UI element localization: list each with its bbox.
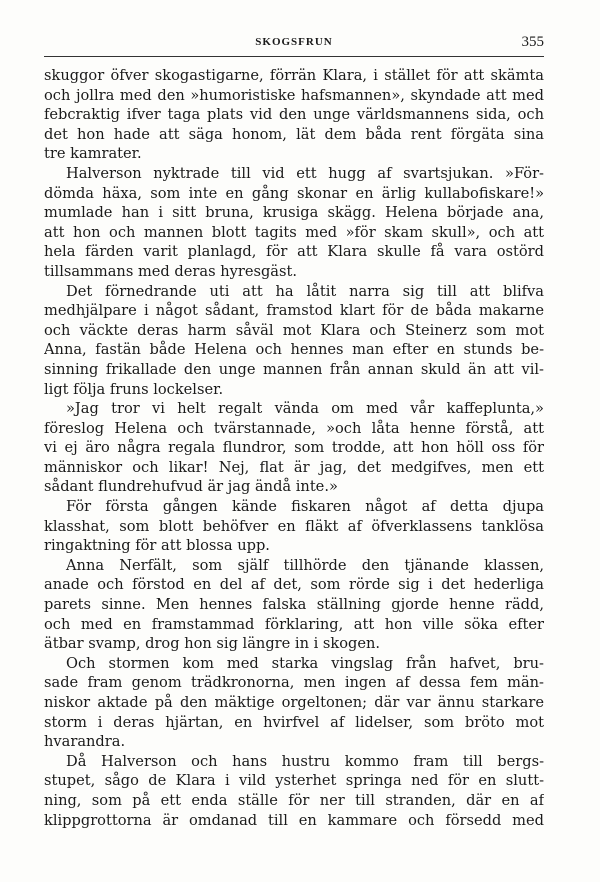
text-line: »Jag tror vi helt regalt vända om med vår kaffeplunta,» — [66, 400, 544, 418]
text-line: mumlade han i sitt bruna, krusiga skägg. Helena började ana, — [44, 204, 544, 222]
text-line: och väckte deras harm såväl mot Klara och Steinerz som mot — [44, 321, 544, 339]
text-line: stupet, sågo de Klara i vild ysterhet springa ned för en slutt- — [44, 772, 544, 790]
text-line: klasshat, som blott behöfver en fläkt af öfverklassens tanklösa — [44, 517, 544, 535]
text-line: tre kamrater. — [44, 145, 142, 163]
text-line: sinning frikallade den unge mannen från annan skuld än att vil- — [44, 360, 544, 378]
text-line: Anna Nerfält, som själf tillhörde den tjänande klassen, — [66, 556, 544, 574]
header-rule — [44, 56, 544, 57]
text-line: febcraktig ifver taga plats vid den unge världsmannens sida, och — [44, 106, 544, 124]
text-line: anade och förstod en del af det, som rörde sig i det hederliga — [44, 576, 544, 594]
running-title: SKOGSFRUN — [255, 36, 333, 48]
text-line: skuggor öfver skogastigarne, förrän Klara, i stället för att skämta — [44, 67, 544, 84]
text-line: Det förnedrande uti att ha låtit narra sig till att blifva — [66, 282, 544, 300]
text-line: parets sinne. Men hennes falska ställning gjorde henne rädd, — [44, 596, 544, 614]
text-line: Och stormen kom med starka vingslag från hafvet, bru- — [66, 654, 544, 672]
text-line: föreslog Helena och tvärstannade, »och låta henne förstå, att — [44, 419, 544, 437]
text-line: ning, som på ett enda ställe för ner till stranden, där en af — [44, 791, 544, 809]
text-line: människor och likar! Nej, flat är jag, det medgifves, men ett — [44, 458, 544, 476]
text-line: vi ej äro några regala flundror, som trodde, att hon höll oss för — [44, 439, 544, 457]
text-line: Halverson nyktrade till vid ett hugg af svartsjukan. »För- — [66, 164, 544, 182]
text-line: och med en framstammad förklaring, att hon ville söka efter — [44, 615, 544, 633]
text-line: och jollra med den »humoristiske hafsmannen», skyndade att med — [44, 86, 544, 104]
text-line: ringaktning för att blossa upp. — [44, 537, 270, 555]
text-line: det hon hade att säga honom, lät dem båda rent förgäta sina — [44, 125, 544, 143]
page-number: 355 — [521, 34, 544, 50]
text-line: Då Halverson och hans hustru kommo fram till bergs- — [66, 752, 544, 770]
text-line: att hon och mannen blott tagits med »för skam skull», och att — [44, 223, 544, 241]
page-header — [44, 34, 544, 54]
text-line: storm i deras hjärtan, en hvirfvel af lidelser, som bröto mot — [44, 713, 544, 731]
text-line: ligt följa fruns lockelser. — [44, 380, 224, 398]
text-line: dömda häxa, som inte en gång skonar en ärlig kullabofiskare!» — [44, 184, 544, 202]
text-line: ätbar svamp, drog hon sig längre in i skogen. — [44, 635, 381, 653]
text-line: Anna, fastän både Helena och hennes man efter en stunds be- — [44, 341, 544, 359]
text-line: hela färden varit planlagd, för att Klara skulle få vara ostörd — [44, 243, 544, 261]
text-line: hvarandra. — [44, 733, 126, 751]
text-line: sade fram genom trädkronorna, men ingen af dessa fem män- — [44, 674, 544, 692]
text-line: tillsammans med deras hyresgäst. — [44, 262, 297, 280]
text-line: medhjälpare i något sådant, framstod klart för de båda makarne — [44, 302, 544, 320]
text-line: niskor aktade på den mäktige orgeltonen; där var ännu starkare — [44, 694, 544, 711]
text-line: klippgrottorna är omdanad till en kammare och försedd med — [44, 811, 544, 829]
body-text — [44, 66, 544, 830]
text-line: För första gången kände fiskaren något af detta djupa — [66, 498, 544, 516]
text-line: sådant flundrehufvud är jag ändå inte.» — [44, 478, 338, 496]
